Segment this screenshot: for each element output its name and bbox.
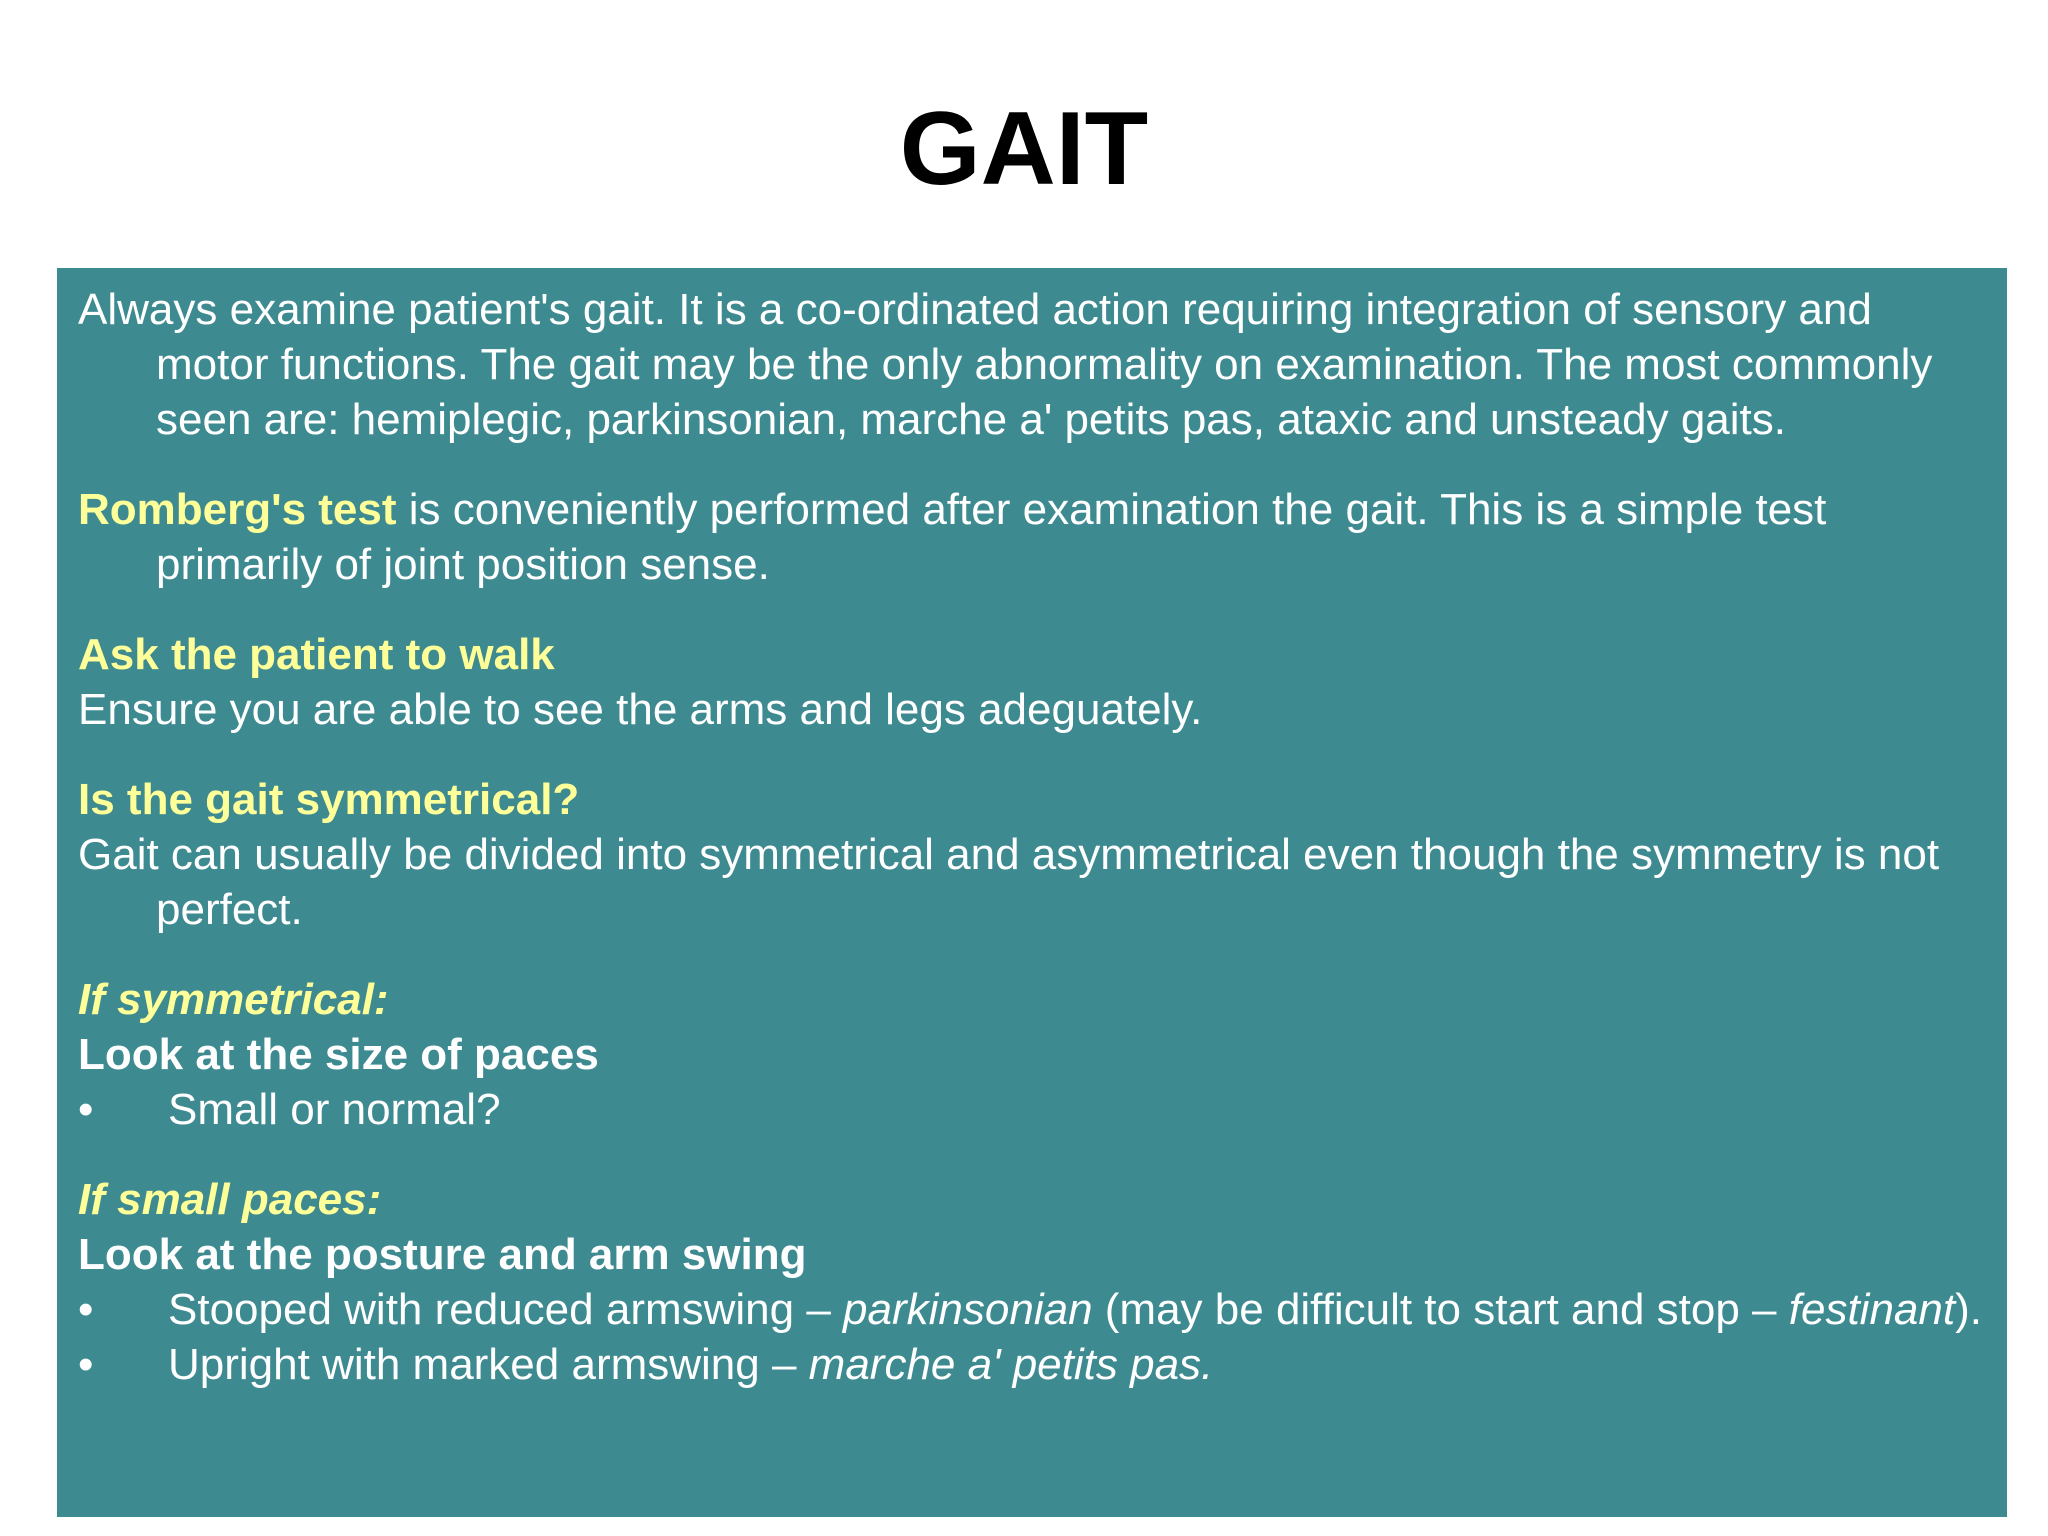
romberg-term: Romberg's test [78,485,397,534]
if-symmetrical-condition: If symmetrical: [78,975,389,1024]
slide-title: GAIT [899,91,1149,207]
if-symmetrical-section [78,972,1987,1137]
walk-heading: Ask the patient to walk [78,630,555,679]
pace-size-subheading: Look at the size of paces [78,1030,599,1079]
bullet-text: Upright with marked armswing – [168,1340,809,1389]
bullet-icon: • [78,1085,94,1134]
bullet-icon: • [78,1340,94,1389]
intro-paragraph: Always examine patient's gait. It is a co-ordinated action requiring integration of sensory and motor functions. The gait may be the only abnormality on examination. The most commonly seen are: hemiplegic, parkinsonian, marche a' petits pas, ataxic and unsteady gaits. [78,285,1933,444]
content-panel [57,268,2007,1517]
marche-term: marche a' petits pas. [808,1340,1214,1389]
romberg-paragraph [78,482,1987,592]
posture-subheading: Look at the posture and arm swing [78,1230,807,1279]
bullet-icon: • [78,1285,94,1334]
list-item [78,1082,1987,1137]
list-item [78,1282,1987,1337]
symmetry-section [78,772,1987,937]
symmetry-heading: Is the gait symmetrical? [78,775,580,824]
list-item [78,1337,1987,1392]
festinant-term: festinant [1788,1285,1956,1334]
parkinsonian-term: parkinsonian [843,1285,1093,1334]
bullet-text: Small or normal? [168,1085,501,1134]
bullet-text: Stooped with reduced armswing – [168,1285,844,1334]
bullet-text: (may be difficult to start and stop – [1092,1285,1789,1334]
romberg-text: is conveniently performed after examination the gait. This is a simple test primarily of joint position sense. [156,485,1827,589]
bullet-text: ). [1955,1285,1982,1334]
walk-section [78,627,1987,737]
if-small-condition: If small paces: [78,1175,382,1224]
symmetry-text: Gait can usually be divided into symmetrical and asymmetrical even though the symmetry is not perfect. [78,830,1940,934]
if-small-section [78,1172,1987,1392]
walk-text: Ensure you are able to see the arms and legs adeguately. [78,685,1203,734]
